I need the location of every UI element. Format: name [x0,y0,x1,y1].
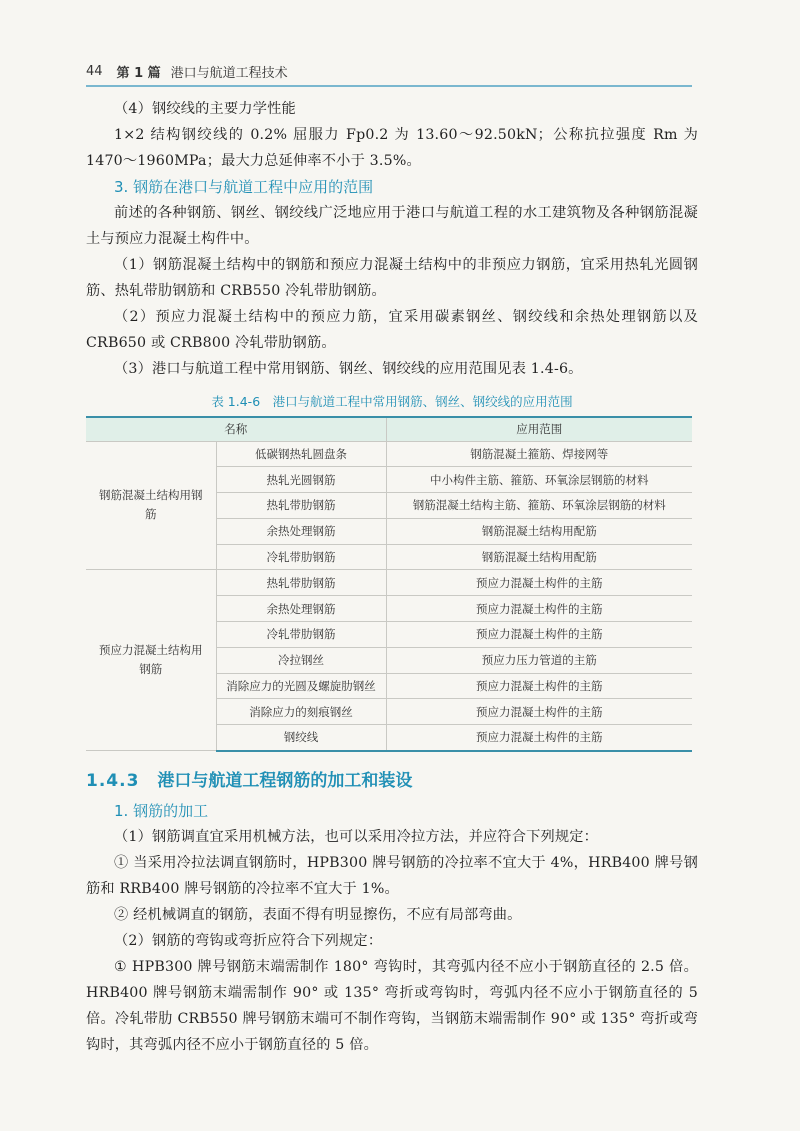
cell-name: 热轧带肋钢筋 [216,570,386,596]
paragraph-mechanical: ② 经机械调直的钢筋，表面不得有明显擦伤，不应有局部弯曲。 [114,906,522,923]
cell-name: 热轧光圆钢筋 [216,467,386,493]
paragraph-strand-properties: 1×2 结构钢绞线的 0.2% 屈服力 Fp0.2 为 13.60～92.50kN；公称抗拉强度 Rm 为 1470～1960MPa；最大力总延伸率不小于 3.5%。 [86,127,698,169]
paragraph-hook-rules: ① HPB300 牌号钢筋末端需制作 180° 弯钩时，其弯弧内径不应小于钢筋直径的 2.5 倍。HRB400 牌号钢筋末端需制作 90° 或 135° 弯折或弯钩时，弯弧内径不应小于钢筋直径的 5 倍。冷轧带肋 CRB550 牌号钢筋末端可不制作弯钩，当钢筋末端需制作 90° 或 135° 弯折或弯钩时，其弯弧内径不应小于钢筋直径的 5 倍。 [86,958,698,1053]
cell-scope: 中小构件主筋、箍筋、环氧涂层钢筋的材料 [386,467,692,493]
cell-name: 钢绞线 [216,725,386,751]
cell-name: 消除应力的光圆及螺旋肋钢丝 [216,673,386,699]
paragraph-bending: （2）钢筋的弯钩或弯折应符合下列规定： [114,932,383,949]
cell-scope: 预应力压力管道的主筋 [386,647,692,673]
table-header-row [86,417,692,441]
cell-scope: 钢筋混凝土结构用配筋 [386,518,692,544]
cell-name: 冷轧带肋钢筋 [216,622,386,648]
cell-scope: 预应力混凝土构件的主筋 [386,673,692,699]
subheading-strand-properties: （4）钢绞线的主要力学性能 [114,101,296,117]
application-table [86,416,692,752]
cell-scope: 钢筋混凝土箍筋、焊接网等 [386,441,692,467]
part-label: 第 1 篇 [116,65,161,81]
cell-scope: 预应力混凝土构件的主筋 [386,596,692,622]
paragraph-straightening: （1）钢筋调直宜采用机械方法，也可以采用冷拉方法，并应符合下列规定： [114,828,599,845]
cell-scope: 预应力混凝土构件的主筋 [386,570,692,596]
heading-application-scope: 3. 钢筋在港口与航道工程中应用的范围 [114,178,374,196]
section-heading-1-4-3 [86,764,698,798]
group-label-rc: 钢筋混凝土结构用钢筋 [86,441,216,570]
header-name: 名称 [86,417,386,441]
cell-scope: 预应力混凝土构件的主筋 [386,622,692,648]
paragraph-item-1: （1）钢筋混凝土结构中的钢筋和预应力混凝土结构中的非预应力钢筋，宜采用热轧光圆钢筋、热轧带肋钢筋和 CRB550 冷轧带肋钢筋。 [86,257,698,299]
cell-name: 余热处理钢筋 [216,596,386,622]
heading-processing: 1. 钢筋的加工 [114,801,209,820]
table-row [86,441,692,467]
paragraph-cold-drawing: ① 当采用冷拉法调直钢筋时，HPB300 牌号钢筋的冷拉率不宜大于 4%，HRB400 牌号钢筋和 RRB400 牌号钢筋的冷拉率不宜大于 1%。 [86,854,698,897]
cell-scope: 预应力混凝土构件的主筋 [386,699,692,725]
cell-name: 消除应力的刻痕钢丝 [216,699,386,725]
cell-name: 热轧带肋钢筋 [216,493,386,519]
paragraph-item-2: （2）预应力混凝土结构中的预应力筋，宜采用碳素钢丝、钢绞线和余热处理钢筋以及 CRB650 或 CRB800 冷轧带肋钢筋。 [86,309,698,351]
table-caption: 表 1.4-6 港口与航道工程中常用钢筋、钢丝、钢绞线的应用范围 [211,394,573,409]
section-number: 1.4.3 [86,770,140,791]
paragraph-item-3: （3）港口与航道工程中常用钢筋、钢丝、钢绞线的应用范围见表 1.4-6。 [114,361,583,377]
cell-name: 余热处理钢筋 [216,518,386,544]
running-header [86,60,692,82]
header-rule [86,85,692,87]
part-title: 港口与航道工程技术 [170,65,288,81]
cell-name: 冷拉钢丝 [216,647,386,673]
section-title: 港口与航道工程钢筋的加工和装设 [157,770,413,791]
paragraph-intro: 前述的各种钢筋、钢丝、钢绞线广泛地应用于港口与航道工程的水工建筑物及各种钢筋混凝土与预应力混凝土构件中。 [86,205,698,247]
cell-scope: 预应力混凝土构件的主筋 [386,725,692,751]
cell-name: 冷轧带肋钢筋 [216,544,386,570]
cell-scope: 钢筋混凝土结构用配筋 [386,544,692,570]
cell-name: 低碳钢热轧圆盘条 [216,441,386,467]
group-label-prestressed: 预应力混凝土结构用钢筋 [86,570,216,751]
header-scope: 应用范围 [386,417,692,441]
page-number: 44 [86,63,103,79]
page-content [86,96,698,1058]
table-row [86,570,692,596]
cell-scope: 钢筋混凝土结构主筋、箍筋、环氧涂层钢筋的材料 [386,493,692,519]
